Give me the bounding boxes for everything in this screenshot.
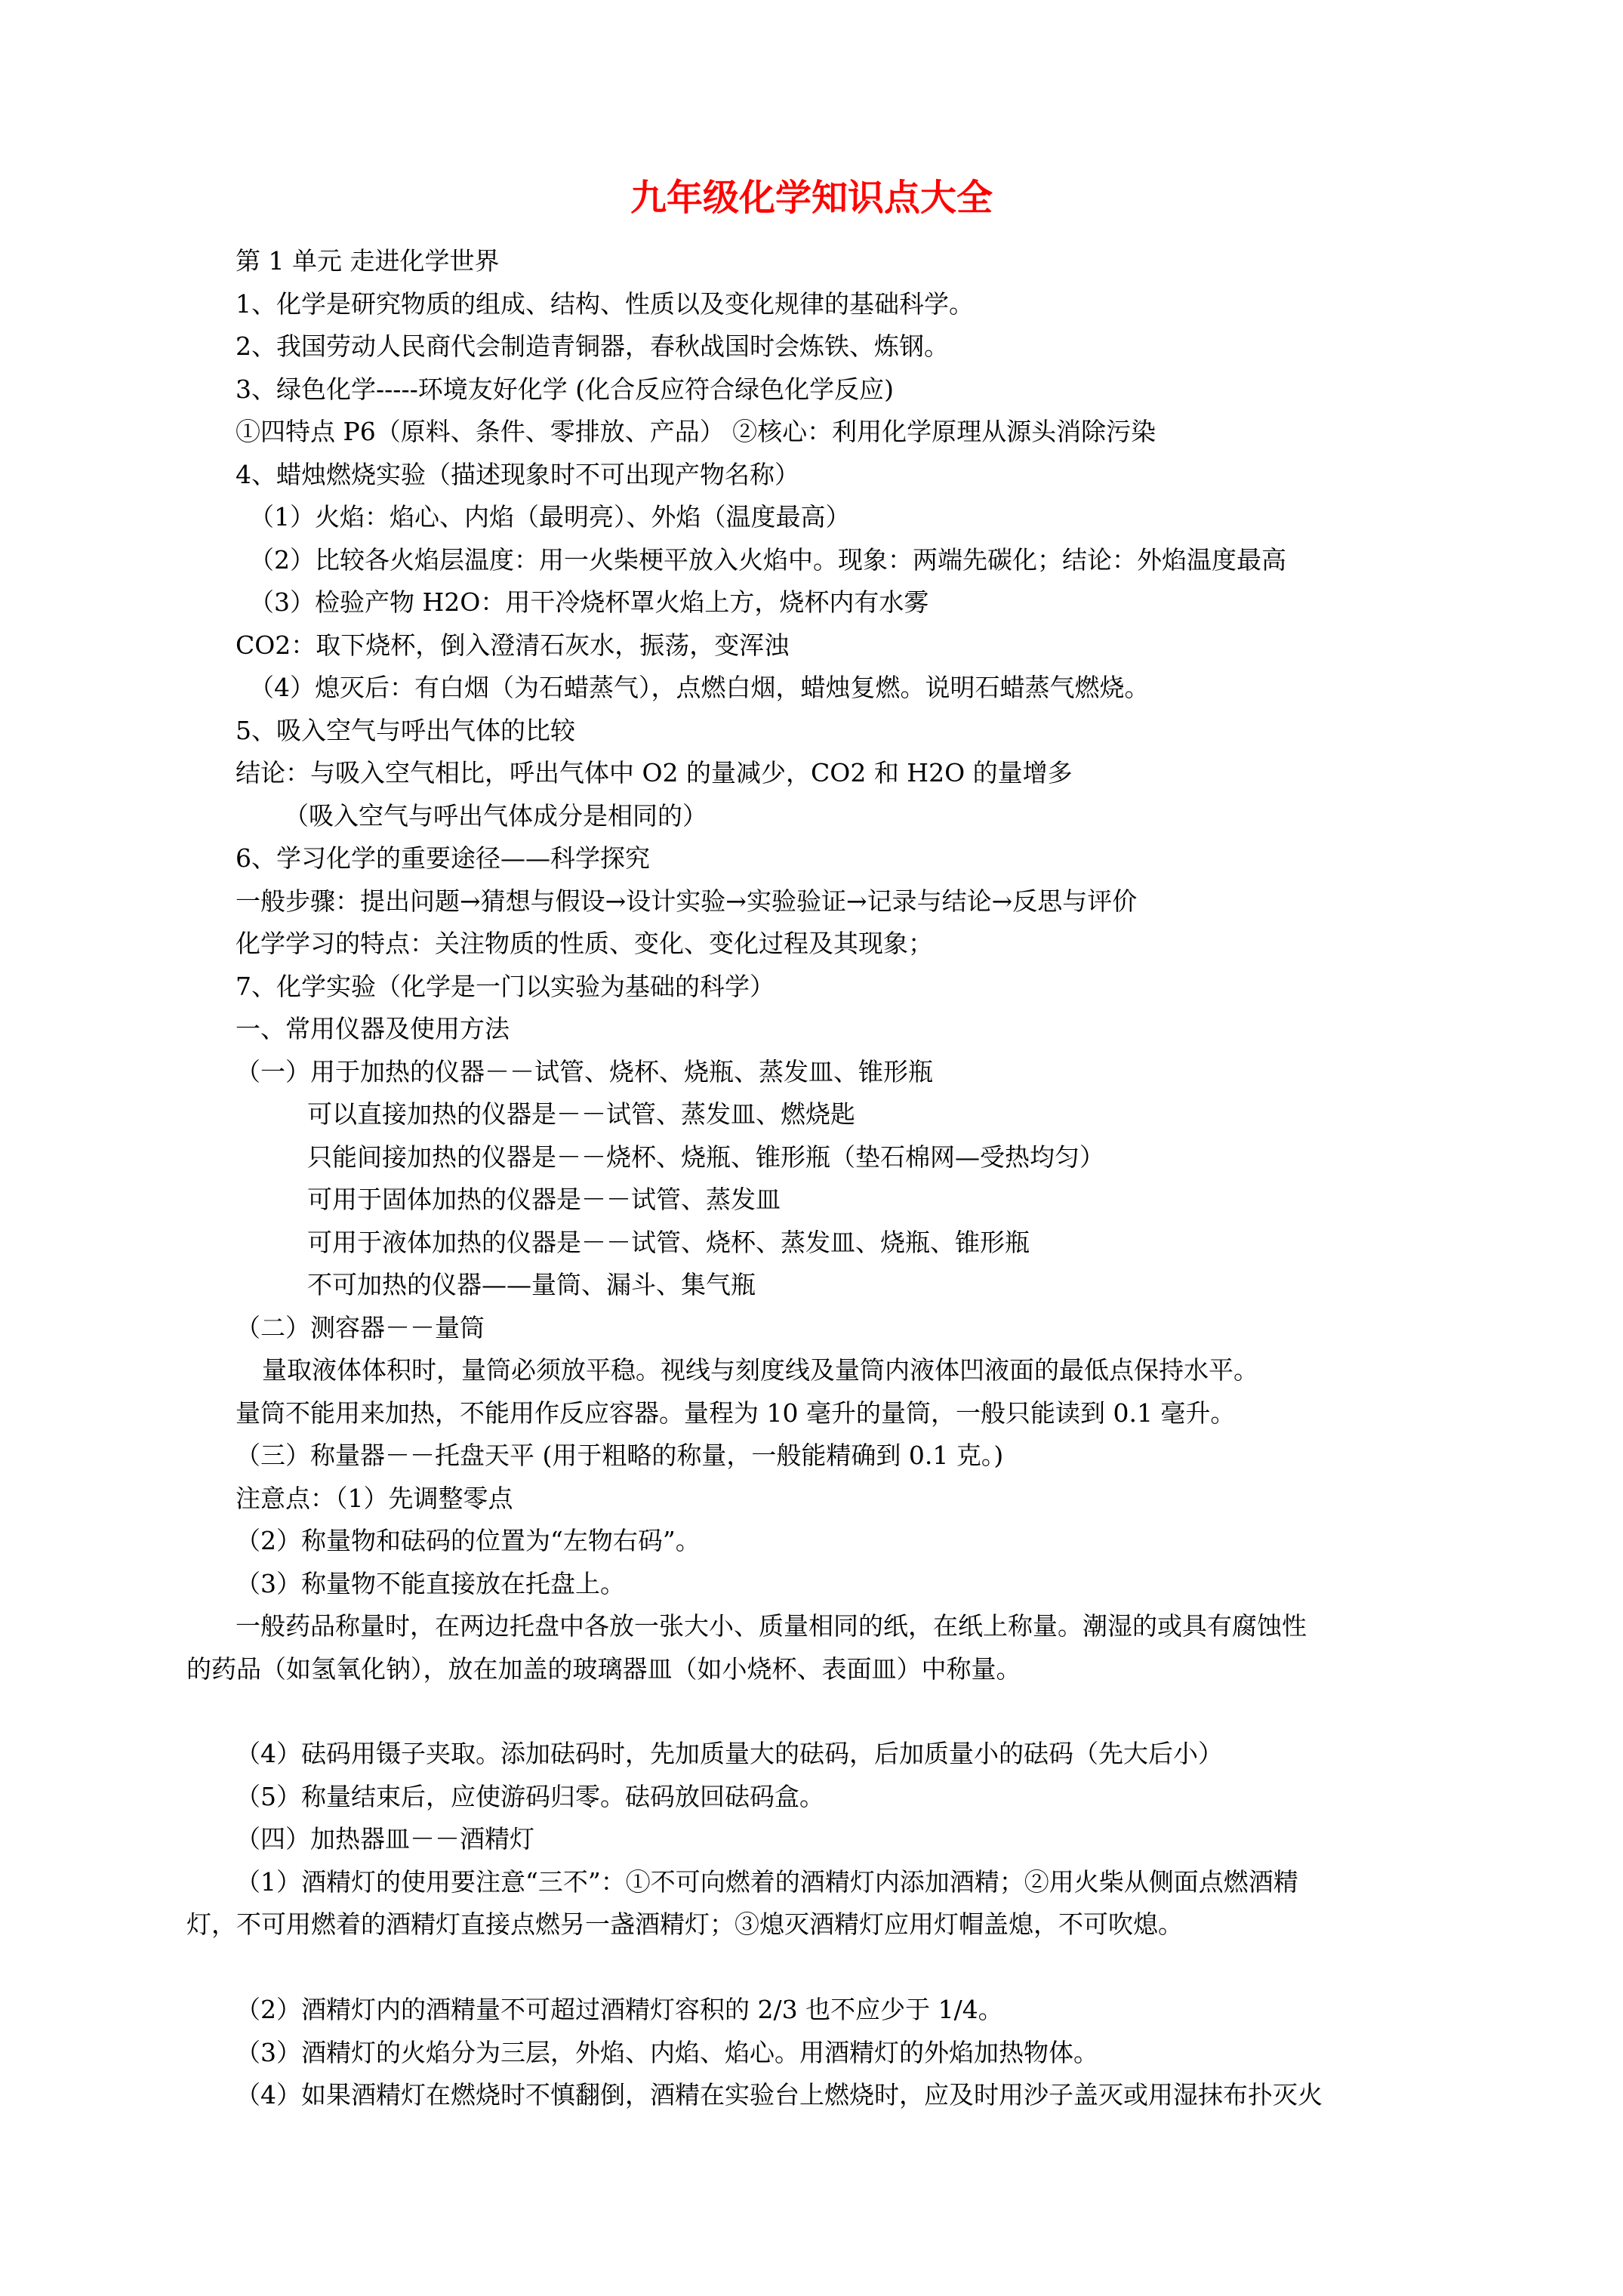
text-line: （1）火焰：焰心、内焰（最明亮）、外焰（温度最高） xyxy=(249,502,851,532)
text-line: 可用于固体加热的仪器是－－试管、蒸发皿 xyxy=(307,1185,781,1214)
text-line: 3、绿色化学-----环境友好化学 (化合反应符合绿色化学反应) xyxy=(236,374,894,404)
text-line: （三）称量器－－托盘天平 (用于粗略的称量，一般能精确到 0.1 克。) xyxy=(236,1441,1004,1470)
text-line: 7、化学实验（化学是一门以实验为基础的科学） xyxy=(236,972,775,1001)
text-line: （2）酒精灯内的酒精量不可超过酒精灯容积的 2/3 也不应少于 1/4。 xyxy=(236,1995,1003,2024)
text-line: 结论：与吸入空气相比，呼出气体中 O2 的量减少，CO2 和 H2O 的量增多 xyxy=(236,758,1073,787)
text-line: 2、我国劳动人民商代会制造青铜器，春秋战国时会炼铁、炼钢。 xyxy=(236,331,949,361)
text-line: （4）熄灭后：有白烟（为石蜡蒸气），点燃白烟，蜡烛复燃。说明石蜡蒸气燃烧。 xyxy=(249,673,1150,702)
text-line: （3）检验产物 H2O：用干冷烧杯罩火焰上方，烧杯内有水雾 xyxy=(249,587,929,617)
text-line: 可用于液体加热的仪器是－－试管、烧杯、蒸发皿、烧瓶、锥形瓶 xyxy=(307,1228,1030,1257)
document-title: 九年级化学知识点大全 xyxy=(630,177,993,219)
text-line: 化学学习的特点：关注物质的性质、变化、变化过程及其现象； xyxy=(236,929,933,958)
text-line: 量取液体体积时，量筒必须放平稳。视线与刻度线及量筒内液体凹液面的最低点保持水平。 xyxy=(262,1355,1258,1385)
text-line: 一般药品称量时，在两边托盘中各放一张大小、质量相同的纸，在纸上称量。潮湿的或具有腐蚀性 xyxy=(236,1611,1307,1641)
text-line: 5、吸入空气与呼出气体的比较 xyxy=(236,716,575,745)
text-line: （4）如果酒精灯在燃烧时不慎翻倒，酒精在实验台上燃烧时，应及时用沙子盖灭或用湿抹布扑灭火 xyxy=(236,2080,1323,2110)
text-line: （3）酒精灯的火焰分为三层，外焰、内焰、焰心。用酒精灯的外焰加热物体。 xyxy=(236,2038,1098,2067)
text-line: （4）砝码用镊子夹取。添加砝码时，先加质量大的砝码，后加质量小的砝码（先大后小） xyxy=(236,1739,1223,1768)
text-line: 可以直接加热的仪器是－－试管、蒸发皿、燃烧匙 xyxy=(307,1099,855,1129)
text-line: （吸入空气与呼出气体成分是相同的） xyxy=(284,801,707,831)
text-line: 量筒不能用来加热，不能用作反应容器。量程为 10 毫升的量筒，一般只能读到 0.1 毫升。 xyxy=(236,1398,1236,1428)
text-line: （2）称量物和砝码的位置为“左物右码”。 xyxy=(236,1526,701,1555)
text-line: 1、化学是研究物质的组成、结构、性质以及变化规律的基础科学。 xyxy=(236,289,974,319)
text-line: 注意点：（1）先调整零点 xyxy=(236,1484,513,1513)
text-line: （一）用于加热的仪器－－试管、烧杯、烧瓶、蒸发皿、锥形瓶 xyxy=(236,1057,933,1086)
text-line: 的药品（如氢氧化钠），放在加盖的玻璃器皿（如小烧杯、表面皿）中称量。 xyxy=(186,1654,1021,1684)
text-line: CO2：取下烧杯，倒入澄清石灰水，振荡，变浑浊 xyxy=(236,630,790,660)
text-line: 灯，不可用燃着的酒精灯直接点燃另一盏酒精灯；③熄灭酒精灯应用灯帽盖熄，不可吹熄。 xyxy=(186,1909,1183,1939)
text-line: （1）酒精灯的使用要注意“三不”：①不可向燃着的酒精灯内添加酒精；②用火柴从侧面点燃酒精 xyxy=(236,1867,1298,1897)
text-line: 4、蜡烛燃烧实验（描述现象时不可出现产物名称） xyxy=(236,460,799,489)
text-line: （5）称量结束后，应使游码归零。砝码放回砝码盒。 xyxy=(236,1782,824,1811)
text-line: ①四特点 P6（原料、条件、零排放、产品） ②核心：利用化学原理从源头消除污染 xyxy=(236,417,1156,446)
text-line: 一般步骤：提出问题→猜想与假设→设计实验→实验验证→记录与结论→反思与评价 xyxy=(236,886,1138,916)
text-line: （四）加热器皿－－酒精灯 xyxy=(236,1824,534,1854)
text-line: 6、学习化学的重要途径——科学探究 xyxy=(236,843,650,873)
text-line: 只能间接加热的仪器是－－烧杯、烧瓶、锥形瓶（垫石棉网—受热均匀） xyxy=(307,1142,1104,1172)
text-line: 一、常用仪器及使用方法 xyxy=(236,1014,510,1043)
text-line: （2）比较各火焰层温度：用一火柴梗平放入火焰中。现象：两端先碳化；结论：外焰温度最高 xyxy=(249,545,1286,575)
text-line: 第 1 单元 走进化学世界 xyxy=(236,246,500,276)
text-line: 不可加热的仪器——量筒、漏斗、集气瓶 xyxy=(307,1270,756,1299)
text-line: （3）称量物不能直接放在托盘上。 xyxy=(236,1569,625,1598)
text-line: （二）测容器－－量筒 xyxy=(236,1313,485,1342)
